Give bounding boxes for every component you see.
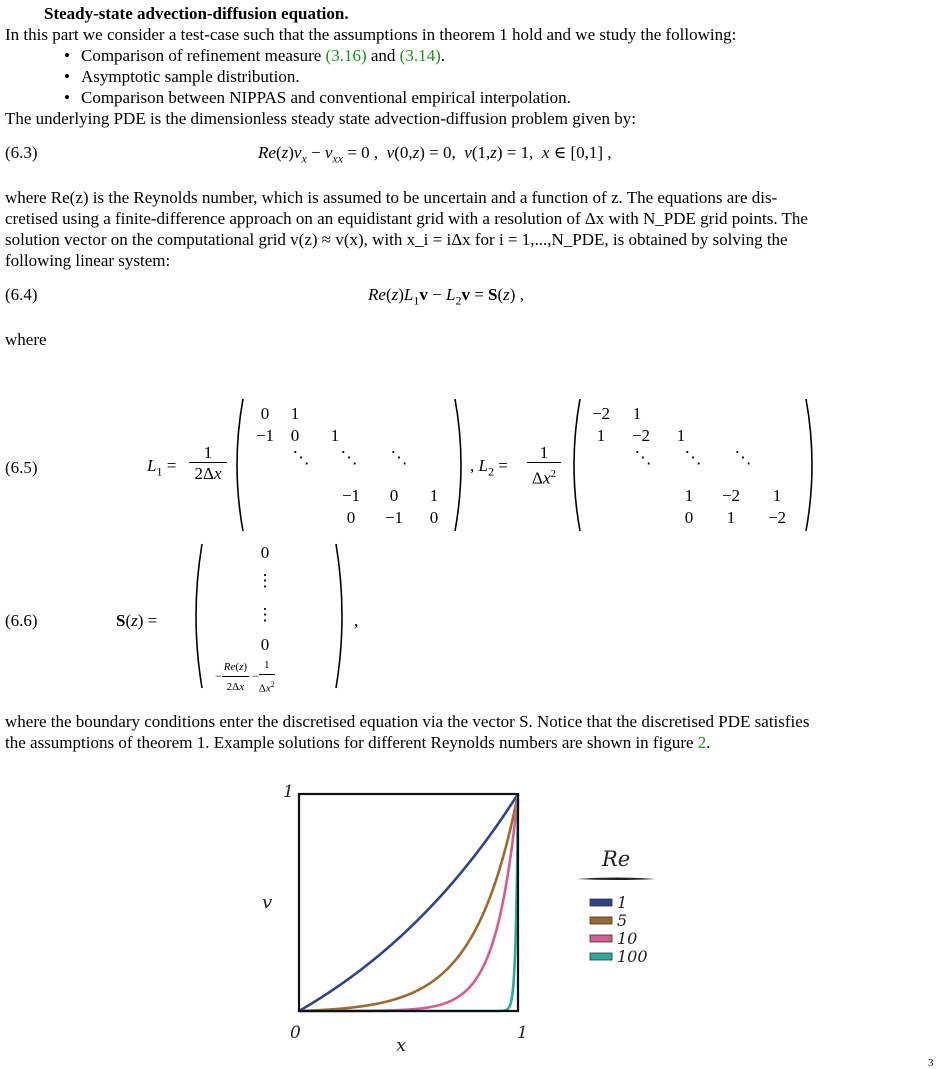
- equation-number: (6.4): [5, 285, 38, 304]
- legend-swatch-re-5: [590, 917, 612, 924]
- figure-reference-link[interactable]: 2: [697, 733, 707, 752]
- equation-number: (6.3): [5, 143, 38, 162]
- paragraph-line: [5, 732, 945, 753]
- equation-6-3: $Re(z)v_x - v_{xx} = 0$ , v(0,z) = 0, v(1,z) = 1, x ∈ [0,1] ,: [258, 143, 612, 166]
- paragraph-line: where the boundary conditions enter the discretised equation via the vector S. Notice that the discretised PDE satisfies: [5, 712, 810, 731]
- equation-reference-link[interactable]: (3.16): [325, 46, 367, 65]
- y-axis-label: v: [262, 892, 273, 913]
- legend-swatch-re-10: [590, 935, 612, 942]
- bullet-text: Comparison of refinement measure: [81, 46, 326, 65]
- bullet-marker: •: [64, 46, 70, 65]
- bullet-item-3: [64, 87, 571, 108]
- bullet-text: Comparison between NIPPAS and conventional empirical interpolation.: [81, 88, 571, 107]
- page-number: 3: [928, 1057, 934, 1069]
- x-tick-label: 0: [290, 1023, 301, 1043]
- bullet-marker: •: [64, 67, 70, 86]
- legend-label-re-5: 5: [617, 911, 628, 930]
- paragraph-text: .: [706, 733, 711, 752]
- intro-paragraph: In this part we consider a test-case such that the assumptions in theorem 1 hold and we study the following:: [5, 25, 737, 44]
- series-line-re-1: [299, 794, 518, 1011]
- legend-swatch-re-1: [590, 899, 612, 906]
- bullet-text: Asymptotic sample distribution.: [81, 67, 300, 86]
- where-label: where: [5, 330, 47, 349]
- equation-6-5: $L_1$ = 1 2Δx 0 1 −1 0 1 ⋱ ⋱ ⋱ −1 0 1 0 −1 0 , $L_2$ = 1 $\Delta x^2$ −2 1 1 −2 1 ⋱ ⋱ ⋱ 1 −2 1 0 1 −2: [0, 395, 949, 535]
- equation-6-4: $Re(z)L_1v - L_2v = S(z)$ ,: [368, 285, 524, 308]
- series-line-re-5: [299, 794, 518, 1011]
- x-axis-label: x: [396, 1035, 407, 1056]
- legend-title: Re: [602, 847, 631, 871]
- bullet-item-1: [64, 45, 445, 66]
- reynolds-solution-chart: [240, 770, 680, 1060]
- section-title: Steady-state advection-diffusion equation.: [44, 4, 349, 23]
- legend-label-re-1: 1: [617, 893, 628, 912]
- paragraph-text: the assumptions of theorem 1. Example solutions for different Reynolds numbers are shown in figure: [5, 733, 698, 752]
- pde-intro-paragraph: The underlying PDE is the dimensionless steady state advection-diffusion problem given by:: [5, 109, 636, 128]
- equation-reference-link[interactable]: (3.14): [399, 46, 441, 65]
- bullet-text: .: [440, 46, 445, 65]
- equation-number: (6.6): [5, 611, 38, 630]
- paragraph-line: cretised using a finite-difference approach on an equidistant grid with a resolution of Δx with N_PDE grid points. The: [5, 209, 808, 228]
- bullet-text: and: [366, 46, 400, 65]
- legend-title-rule: [576, 878, 656, 881]
- y-tick-label: 1: [283, 782, 294, 802]
- legend-swatch-re-100: [590, 953, 612, 960]
- paragraph-line: where Re(z) is the Reynolds number, which is assumed to be uncertain and a function of z. The equations are dis-: [5, 188, 778, 207]
- equation-6-6: S(z) = 0 ⋮ ⋮ 0 − $\frac{Re(z)}{2\Delta x}$ − $\frac{1}{\Delta x^2}$ ,: [116, 543, 359, 695]
- series-line-re-10: [299, 794, 518, 1011]
- series-line-re-100: [299, 794, 518, 1011]
- paragraph-line: following linear system:: [5, 251, 171, 270]
- chart-legend: [590, 893, 648, 966]
- paragraph-line: solution vector on the computational grid v(z) ≈ v(x), with x_i = iΔx for i = 1,...,N_PDE, is obtained by solving the: [5, 230, 788, 249]
- bullet-marker: •: [64, 88, 70, 107]
- chart-frame: [299, 794, 518, 1011]
- chart-series-group: [299, 794, 518, 1011]
- legend-label-re-100: 100: [617, 947, 648, 966]
- x-tick-label: 1: [517, 1023, 528, 1043]
- legend-label-re-10: 10: [617, 929, 638, 948]
- bullet-item-2: [64, 66, 300, 87]
- equation-number: (6.5): [5, 458, 38, 477]
